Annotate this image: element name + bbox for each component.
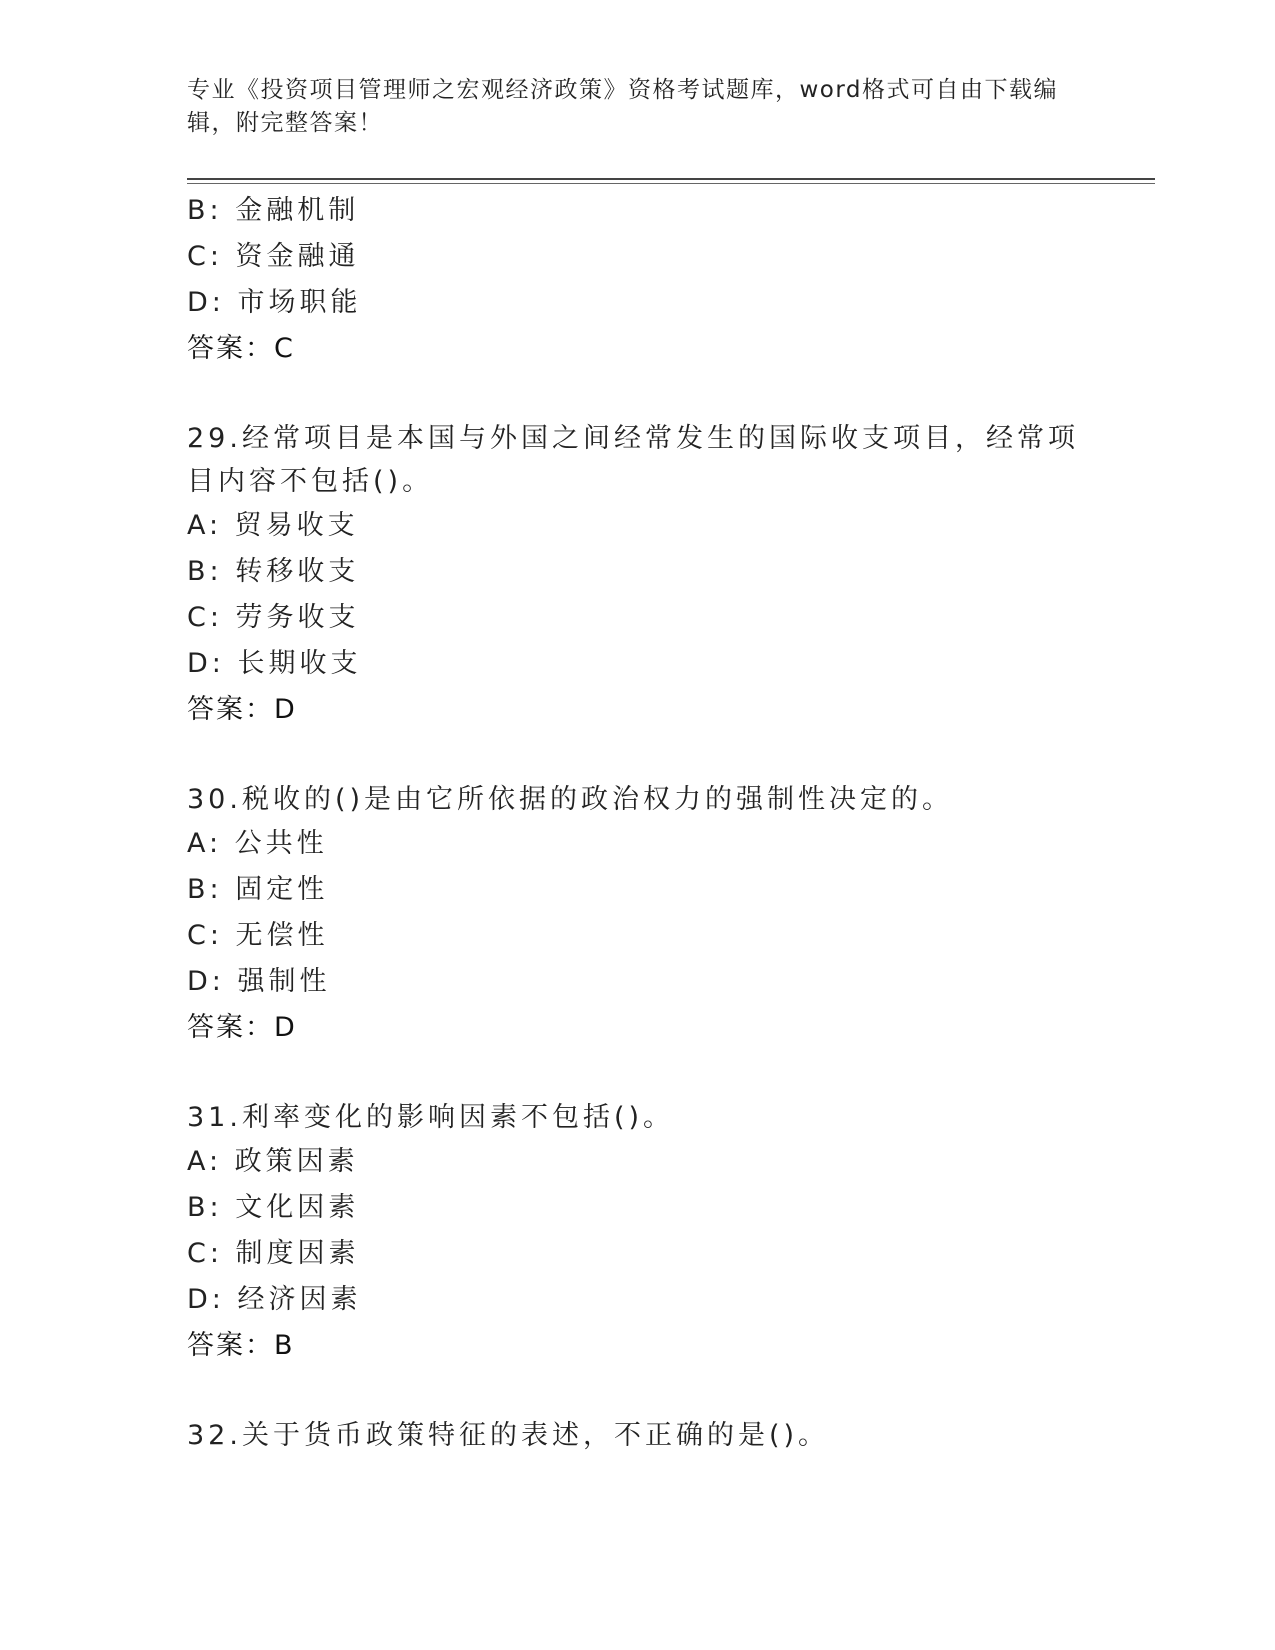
option-c: C: 制度因素 xyxy=(187,1238,360,1269)
answer-line: 答案：D xyxy=(187,694,297,725)
question-stem: 31.利率变化的影响因素不包括()。 xyxy=(187,1102,675,1133)
answer-line: 答案：B xyxy=(187,1330,295,1361)
option-b: B: 转移收支 xyxy=(187,556,360,587)
option-c: C: 资金融通 xyxy=(187,241,360,272)
question-32 xyxy=(187,1414,1087,1457)
option-d: D: 长期收支 xyxy=(187,648,362,679)
option-a: A: 贸易收支 xyxy=(187,510,359,541)
option-c: C: 无偿性 xyxy=(187,920,329,951)
option-d: D: 市场职能 xyxy=(187,287,362,318)
question-28-continued xyxy=(187,188,1087,372)
option-b: B: 金融机制 xyxy=(187,195,360,226)
option-b: B: 固定性 xyxy=(187,874,329,905)
answer-line: 答案：C xyxy=(187,333,295,364)
question-stem: 29.经常项目是本国与外国之间经常发生的国际收支项目，经常项目内容不包括()。 xyxy=(187,423,1079,497)
option-d: D: 经济因素 xyxy=(187,1284,362,1315)
header-divider-thick xyxy=(187,178,1155,180)
question-30 xyxy=(187,778,1087,1051)
option-a: A: 公共性 xyxy=(187,828,328,859)
option-c: C: 劳务收支 xyxy=(187,602,360,633)
page-header: 专业《投资项目管理师之宏观经济政策》资格考试题库，word格式可自由下载编辑，附完整答案！ xyxy=(187,77,1059,136)
option-a: A: 政策因素 xyxy=(187,1146,359,1177)
question-list xyxy=(187,188,1087,1457)
option-b: B: 文化因素 xyxy=(187,1192,360,1223)
question-31 xyxy=(187,1096,1087,1369)
question-29 xyxy=(187,417,1087,733)
question-stem: 32.关于货币政策特征的表述，不正确的是()。 xyxy=(187,1420,830,1451)
question-stem: 30.税收的()是由它所依据的政治权力的强制性决定的。 xyxy=(187,784,954,815)
header-divider-thin xyxy=(187,183,1155,184)
answer-line: 答案：D xyxy=(187,1012,297,1043)
option-d: D: 强制性 xyxy=(187,966,331,997)
